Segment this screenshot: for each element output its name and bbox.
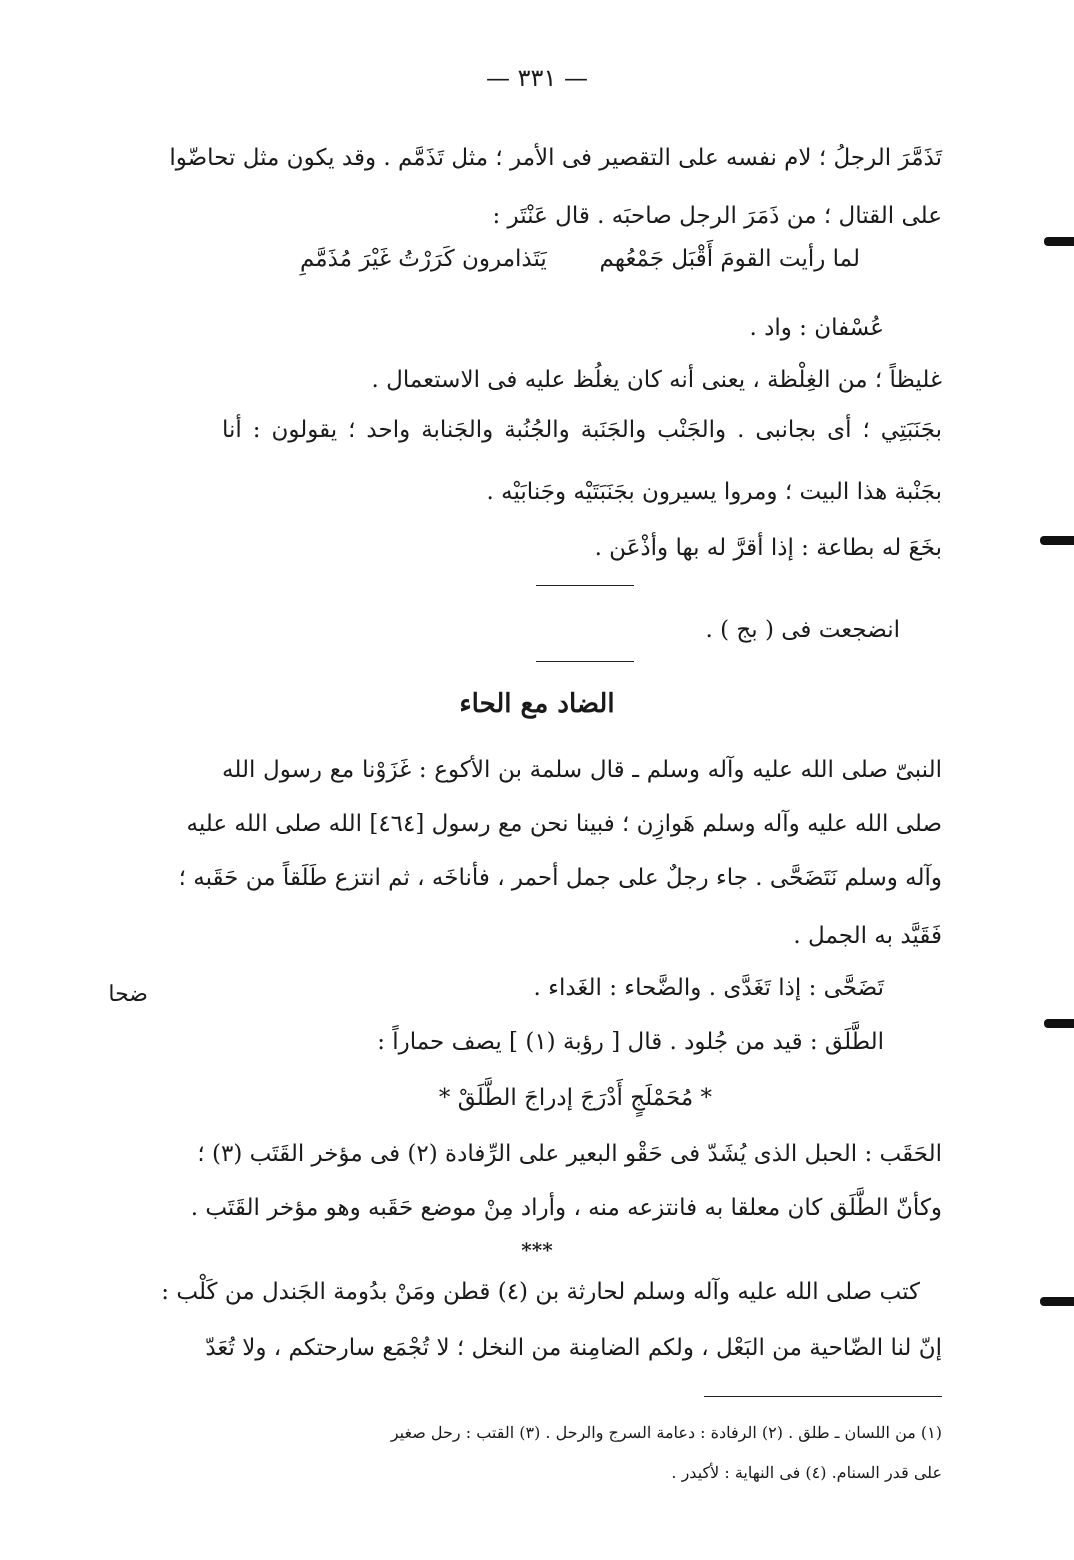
text-line: إنّ لنا الضّاحية من البَعْل ، ولكم الضامِنة من النخل ؛ لا تُجْمَع سارحتكم ، ولا تُعَدّ <box>205 1335 942 1361</box>
page-number: — ٣٣١ — <box>486 64 588 92</box>
text-line: عُسْفان : واد . <box>749 315 884 341</box>
verse-line: * مُحَمْلَجٍ أَدْرَجَ إدراجَ الطَّلَقْ * <box>438 1085 712 1111</box>
text-line: بجَنْبة هذا البيت ؛ ومروا يسيرون بجَنَبَتَيْه وجَنابَيْه . <box>486 479 942 505</box>
text-line: بخَعَ له بطاعة : إذا أقرَّ له بها وأذْعَن . <box>594 535 942 561</box>
text-line: فَقَيَّد به الجمل . <box>793 923 942 949</box>
cross-reference-note: انضجعت فى ( بج ) . <box>705 617 900 643</box>
text-line: تَضَحَّى : إذا تَغَدَّى . والضَّحاء : الغَداء . <box>533 975 884 1001</box>
scan-edge-mark <box>1040 1297 1074 1306</box>
poetry-verse <box>300 246 860 286</box>
section-heading: الضاد مع الحاء <box>459 689 615 719</box>
text-line: صلى الله عليه وآله وسلم هَوازِن ؛ فبينا نحن مع رسول [٤٦٤] الله صلى الله عليه <box>186 811 942 837</box>
text-line: الحَقَب : الحبل الذى يُشَدّ فى حَقْو البعير على الرِّفادة (٢) فى مؤخر القَتَب (٣) ؛ <box>197 1141 942 1167</box>
text-line: على القتال ؛ من ذَمَرَ الرجل صاحبَه . قال عَنْتَر : <box>492 203 942 229</box>
text-line: وآله وسلم نَتَضَحَّى . جاء رجلٌ على جمل أحمر ، فأناخَه ، ثم انتزع طَلَقاً من حَقَبه ؛ <box>178 865 942 891</box>
text-line: غليظاً ؛ من الغِلْظة ، يعنى أنه كان يغلُظ عليه فى الاستعمال . <box>371 367 942 393</box>
text-line: الطَّلَق : قيد من جُلود . قال [ رؤبة (١) ] يصف حماراً : <box>377 1029 884 1055</box>
scan-edge-mark <box>1044 1019 1074 1028</box>
footnote-rule <box>704 1396 942 1397</box>
text-line: بجَنَبَتِي ؛ أى بجانبى . والجَنْب والجَنَبة والجُنُبة والجَنابة واحد ؛ يقولون : أنا <box>222 417 942 443</box>
separator-rule <box>536 661 634 662</box>
text-line: كتب صلى الله عليه وآله وسلم لحارثة بن (٤) قطن ومَنْ بدُومة الجَندل من كَلْب : <box>161 1279 920 1305</box>
margin-root-label: ضحا <box>108 982 148 1007</box>
verse-first-hemistich: لما رأيت القومَ أَقْبَل جَمْعُهم <box>599 246 860 272</box>
text-line: تَذَمَّرَ الرجلُ ؛ لام نفسه على التقصير فى الأمر ؛ مثل تَذَمَّم . وقد يكون مثل تحاضّوا <box>169 145 942 171</box>
scan-edge-mark <box>1044 237 1074 246</box>
verse-second-hemistich: يَتَذامرون كَرَرْتُ غَيْرَ مُذَمَّمِ <box>300 246 547 272</box>
footnote-line: (١) من اللسان ـ طلق . (٢) الرفادة : دعامة السرج والرحل . (٣) القتب : رحل صغير <box>390 1423 942 1442</box>
separator-rule <box>536 585 634 586</box>
section-divider-stars: *** <box>521 1238 553 1262</box>
footnote-line: على قدر السنام. (٤) فى النهاية : لأكيدر . <box>671 1463 942 1482</box>
scan-edge-mark <box>1040 536 1074 545</box>
text-line: وكأنّ الطَّلَق كان معلقا به فانتزعه منه ، وأراد مِنْ موضع حَقَبه وهو مؤخر القَتَب . <box>190 1195 942 1221</box>
text-line: النبىّ صلى الله عليه وآله وسلم ـ قال سلمة بن الأكوع : غَزَوْنا مع رسول الله <box>222 757 942 783</box>
